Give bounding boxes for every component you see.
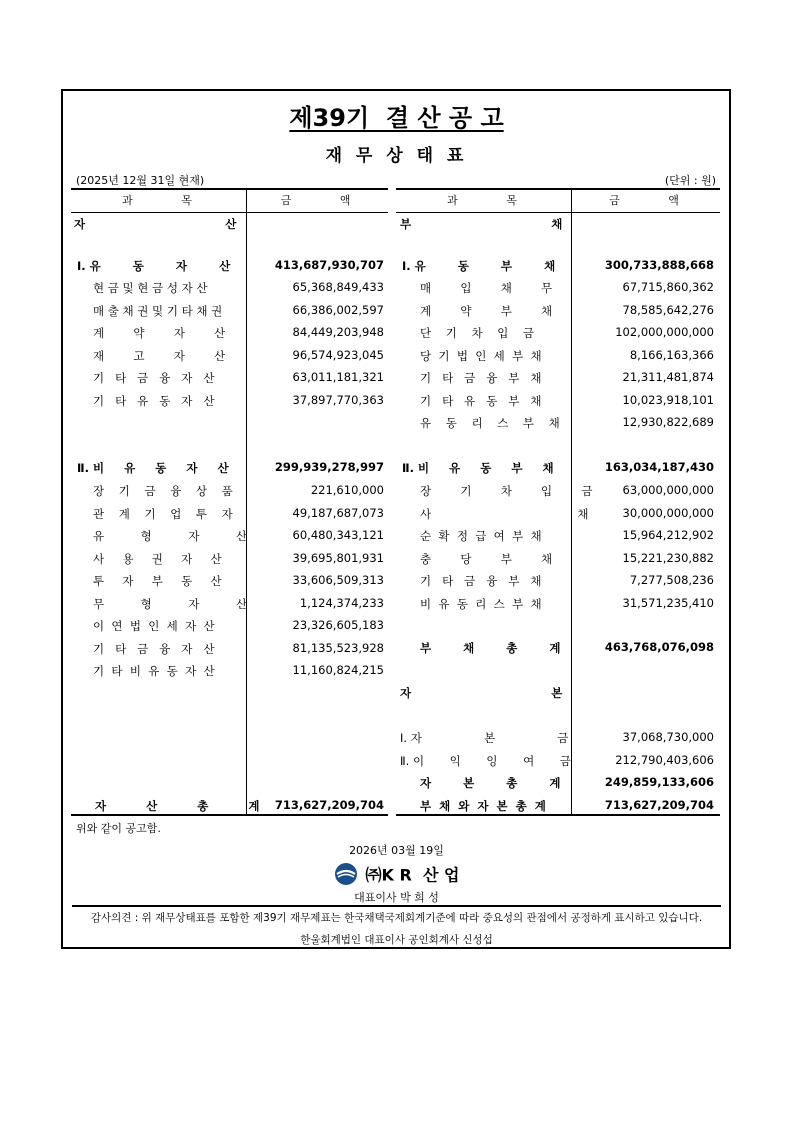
line-item-label: 계 약 자 산 bbox=[93, 326, 226, 340]
line-item-label: 단 기 차 입 금 bbox=[420, 326, 535, 340]
currency-unit: (단위 : 원) bbox=[664, 174, 716, 187]
line-item-row bbox=[396, 391, 720, 411]
line-item-label: 사 용 권 자 산 bbox=[93, 551, 222, 566]
line-item-label: 유 동 리 스 부 채 bbox=[420, 416, 560, 430]
line-item-amount: 12,930,822,689 bbox=[622, 415, 714, 429]
line-item-row bbox=[71, 616, 388, 636]
line-item-amount: 30,000,000,000 bbox=[622, 505, 714, 520]
line-item-row bbox=[71, 301, 388, 321]
line-item-row bbox=[396, 346, 720, 366]
line-item-amount: 221,610,000 bbox=[310, 483, 384, 497]
line-item-amount: 65,368,849,433 bbox=[292, 280, 384, 294]
line-item-amount: 66,386,002,597 bbox=[292, 302, 384, 317]
line-item-amount: 63,011,181,321 bbox=[292, 370, 384, 384]
line-item-row bbox=[396, 481, 720, 501]
company-logo-icon bbox=[334, 862, 358, 890]
company-name-line bbox=[0, 862, 793, 890]
line-item-label: 기 타 비 유 동 자 산 bbox=[93, 664, 215, 678]
line-item-amount: 31,571,235,410 bbox=[622, 595, 714, 610]
capital-stock-row: Ⅰ. 자 본 금 37,068,730,000 bbox=[400, 730, 714, 745]
line-item-label: 사 채 bbox=[420, 506, 589, 521]
line-item-label: 기 타 금 융 부 채 bbox=[420, 371, 542, 385]
notice-statement: 위와 같이 공고함. bbox=[76, 822, 161, 835]
line-item-row bbox=[71, 481, 388, 501]
divider bbox=[72, 905, 721, 907]
total-liabilities-row: 부 채 총 계 463,768,076,098 bbox=[420, 640, 714, 655]
line-item-row bbox=[71, 526, 388, 546]
line-item-row bbox=[71, 549, 388, 569]
line-item-label: 기 타 금 융 부 채 bbox=[420, 574, 542, 588]
line-item-label: 재 고 자 산 bbox=[93, 348, 226, 363]
line-item-amount: 11,160,824,215 bbox=[292, 663, 384, 677]
liabilities-section-row: 부 채 bbox=[400, 217, 563, 231]
line-item-amount: 49,187,687,073 bbox=[292, 505, 384, 520]
current-liabilities-row: Ⅰ. 유 동 부 채 300,733,888,668 bbox=[402, 258, 714, 273]
line-item-label: 순 확 정 급 여 부 채 bbox=[420, 529, 542, 543]
line-item-label: 계 약 부 채 bbox=[420, 303, 553, 318]
line-item-amount: 37,897,770,363 bbox=[292, 392, 384, 407]
line-item-row bbox=[71, 391, 388, 411]
line-item-row bbox=[396, 368, 720, 388]
line-item-row bbox=[396, 504, 720, 524]
line-item-row bbox=[396, 526, 720, 546]
line-item-label: 이 연 법 인 세 자 산 bbox=[93, 619, 215, 633]
line-item-label: 매 출 채 권 및 기 타 채 권 bbox=[93, 303, 223, 318]
line-item-amount: 8,166,163,366 bbox=[629, 347, 714, 362]
line-item-row bbox=[396, 301, 720, 321]
notice-date: 2026년 03월 19일 bbox=[349, 844, 444, 857]
noncurrent-assets-row: Ⅱ. 비 유 동 자 산 299,939,278,997 bbox=[77, 460, 384, 475]
as-of-date: (2025년 12월 31일 현재) bbox=[76, 174, 205, 187]
line-item-label: 현 금 및 현 금 성 자 산 bbox=[93, 281, 208, 295]
line-item-label: 당 기 법 인 세 부 채 bbox=[420, 348, 542, 363]
noncurrent-liabilities-row: Ⅱ. 비 유 동 부 채 163,034,187,430 bbox=[402, 460, 714, 475]
header-item: 과 목 bbox=[122, 194, 195, 207]
line-item-row bbox=[396, 278, 720, 298]
line-item-label: 장 기 차 입 금 bbox=[420, 484, 593, 498]
line-item-label: 관 계 기 업 투 자 bbox=[93, 506, 233, 521]
line-item-label: 기 타 유 동 부 채 bbox=[420, 393, 542, 408]
statement-title: 재 무 상 태 표 bbox=[325, 146, 468, 166]
line-item-row bbox=[71, 571, 388, 591]
line-item-label: 장 기 금 융 상 품 bbox=[93, 484, 233, 498]
line-item-row bbox=[396, 571, 720, 591]
line-item-amount: 96,574,923,045 bbox=[292, 347, 384, 362]
line-item-label: 기 타 유 동 자 산 bbox=[93, 393, 215, 408]
line-item-label: 기 타 금 융 자 산 bbox=[93, 641, 215, 656]
line-item-amount: 21,311,481,874 bbox=[622, 370, 714, 384]
line-item-amount: 81,135,523,928 bbox=[292, 640, 384, 655]
audit-opinion: 감사의견 : 위 재무상태표를 포함한 제39기 재무제표는 한국채택국제회계기준에 따라 중요성의 관점에서 공정하게 표시하고 있습니다. bbox=[90, 912, 703, 924]
header-item: 과 목 bbox=[447, 194, 520, 207]
line-item-amount: 10,023,918,101 bbox=[622, 392, 714, 407]
line-item-label: 기 타 금 융 자 산 bbox=[93, 371, 215, 385]
line-item-amount: 1,124,374,233 bbox=[299, 595, 384, 610]
line-item-row bbox=[71, 346, 388, 366]
line-item-amount: 15,964,212,902 bbox=[622, 528, 714, 542]
line-item-amount: 15,221,230,882 bbox=[622, 550, 714, 565]
total-liabilities-equity-row: 부 채 와 자 본 총 계 713,627,209,704 bbox=[420, 798, 714, 813]
line-item-label: 비 유 동 리 스 부 채 bbox=[420, 596, 542, 611]
line-item-row bbox=[396, 413, 720, 433]
header-amount: 금 액 bbox=[280, 194, 354, 207]
equity-section-row: 자 본 bbox=[400, 686, 563, 700]
line-item-label: 무 형 자 산 bbox=[93, 596, 248, 611]
line-item-amount: 23,326,605,183 bbox=[292, 618, 384, 632]
total-assets-row: 자 산 총 계 713,627,209,704 bbox=[95, 798, 384, 813]
line-item-row bbox=[396, 323, 720, 343]
line-item-amount: 102,000,000,000 bbox=[615, 325, 714, 339]
retained-earnings-row: Ⅱ. 이 익 잉 여 금 212,790,403,606 bbox=[400, 753, 714, 768]
line-item-amount: 78,585,642,276 bbox=[622, 302, 714, 317]
line-item-amount: 67,715,860,362 bbox=[622, 280, 714, 294]
auditor-name: 한울회계법인 대표이사 공인회계사 신성섭 bbox=[300, 934, 493, 946]
line-item-row bbox=[71, 278, 388, 298]
page-title: 제39기 결 산 공 고 bbox=[289, 104, 504, 132]
company-name: ㈜K R 산 업 bbox=[365, 865, 460, 885]
line-item-label: 충 당 부 채 bbox=[420, 551, 553, 566]
header-amount: 금 액 bbox=[609, 194, 682, 207]
liabilities-equity-table bbox=[396, 188, 720, 816]
line-item-row bbox=[396, 549, 720, 569]
line-item-amount: 7,277,508,236 bbox=[629, 573, 714, 587]
line-item-row bbox=[71, 639, 388, 659]
line-item-row bbox=[71, 368, 388, 388]
line-item-amount: 33,606,509,313 bbox=[292, 573, 384, 587]
ceo-name: 대표이사 박 희 성 bbox=[354, 891, 439, 904]
line-item-row bbox=[71, 323, 388, 343]
line-item-row bbox=[71, 661, 388, 681]
line-item-amount: 60,480,343,121 bbox=[292, 528, 384, 542]
line-item-row bbox=[71, 594, 388, 614]
assets-section-row: 자 산 bbox=[74, 217, 237, 231]
assets-table bbox=[71, 188, 388, 816]
line-item-amount: 84,449,203,948 bbox=[292, 325, 384, 339]
line-item-row bbox=[71, 504, 388, 524]
line-item-label: 유 형 자 산 bbox=[93, 529, 248, 543]
current-assets-row: Ⅰ. 유 동 자 산 413,687,930,707 bbox=[77, 258, 384, 273]
line-item-row bbox=[396, 594, 720, 614]
line-item-label: 매 입 채 무 bbox=[420, 281, 553, 295]
line-item-amount: 63,000,000,000 bbox=[622, 483, 714, 497]
total-equity-row: 자 본 총 계 249,859,133,606 bbox=[420, 775, 714, 790]
line-item-amount: 39,695,801,931 bbox=[292, 550, 384, 565]
line-item-label: 투 자 부 동 산 bbox=[93, 574, 222, 588]
